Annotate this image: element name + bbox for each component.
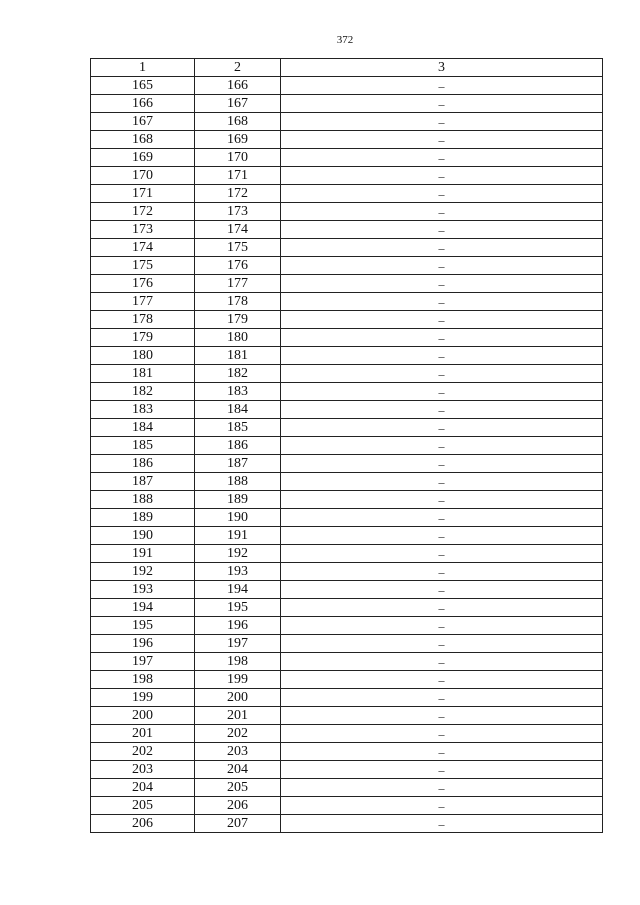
- table-cell-col-1: 186: [91, 455, 195, 473]
- table-row: [91, 347, 603, 365]
- table-cell-col-1: 170: [91, 167, 195, 185]
- table-cell-col-2: 184: [195, 401, 281, 419]
- table-cell-col-3: –: [281, 167, 603, 185]
- table-cell-col-2: 186: [195, 437, 281, 455]
- table-cell-col-1: 197: [91, 653, 195, 671]
- table-cell-col-1: 201: [91, 725, 195, 743]
- table-cell-col-2: 173: [195, 203, 281, 221]
- table-cell-col-1: 182: [91, 383, 195, 401]
- table-cell-col-1: 176: [91, 275, 195, 293]
- table-row: [91, 275, 603, 293]
- table-row: [91, 203, 603, 221]
- table-cell-col-3: –: [281, 653, 603, 671]
- table-row: [91, 509, 603, 527]
- table-cell-col-1: 177: [91, 293, 195, 311]
- table-cell-col-3: –: [281, 509, 603, 527]
- table-cell-col-3: –: [281, 365, 603, 383]
- table-cell-col-1: 200: [91, 707, 195, 725]
- table-cell-col-2: 169: [195, 131, 281, 149]
- table-cell-col-1: 171: [91, 185, 195, 203]
- table-cell-col-1: 202: [91, 743, 195, 761]
- table-cell-col-2: 182: [195, 365, 281, 383]
- table-cell-col-1: 178: [91, 311, 195, 329]
- table-cell-col-2: 194: [195, 581, 281, 599]
- table-cell-col-2: 185: [195, 419, 281, 437]
- page-number: 372: [336, 34, 354, 46]
- table-row: [91, 239, 603, 257]
- table-cell-col-2: 171: [195, 167, 281, 185]
- table-cell-col-3: –: [281, 671, 603, 689]
- table-row: [91, 221, 603, 239]
- table-row: [91, 815, 603, 833]
- table-cell-col-3: –: [281, 419, 603, 437]
- column-header-3: 3: [281, 59, 603, 77]
- table-row: [91, 689, 603, 707]
- table-row: [91, 95, 603, 113]
- table-cell-col-3: –: [281, 293, 603, 311]
- table-cell-col-3: –: [281, 545, 603, 563]
- table-cell-col-3: –: [281, 635, 603, 653]
- table-row: [91, 563, 603, 581]
- table-cell-col-2: 195: [195, 599, 281, 617]
- table-row: [91, 167, 603, 185]
- table-cell-col-2: 192: [195, 545, 281, 563]
- table-row: [91, 743, 603, 761]
- table-row: [91, 131, 603, 149]
- table-cell-col-2: 204: [195, 761, 281, 779]
- table-cell-col-2: 205: [195, 779, 281, 797]
- table-cell-col-3: –: [281, 275, 603, 293]
- table-cell-col-3: –: [281, 617, 603, 635]
- table-cell-col-2: 207: [195, 815, 281, 833]
- table-cell-col-2: 166: [195, 77, 281, 95]
- table-cell-col-3: –: [281, 563, 603, 581]
- table-cell-col-3: –: [281, 383, 603, 401]
- table-row: [91, 761, 603, 779]
- table-row: [91, 635, 603, 653]
- table-cell-col-1: 189: [91, 509, 195, 527]
- table-cell-col-1: 179: [91, 329, 195, 347]
- table-cell-col-2: 198: [195, 653, 281, 671]
- table-cell-col-1: 203: [91, 761, 195, 779]
- table-row: [91, 149, 603, 167]
- table-cell-col-1: 205: [91, 797, 195, 815]
- table-cell-col-3: –: [281, 581, 603, 599]
- data-table: [90, 58, 603, 833]
- table-cell-col-1: 173: [91, 221, 195, 239]
- table-cell-col-1: 195: [91, 617, 195, 635]
- table-cell-col-2: 167: [195, 95, 281, 113]
- table-cell-col-1: 194: [91, 599, 195, 617]
- table-cell-col-3: –: [281, 149, 603, 167]
- table-cell-col-2: 197: [195, 635, 281, 653]
- table-cell-col-1: 206: [91, 815, 195, 833]
- table-cell-col-2: 191: [195, 527, 281, 545]
- table-cell-col-3: –: [281, 437, 603, 455]
- table-cell-col-3: –: [281, 797, 603, 815]
- table-cell-col-1: 193: [91, 581, 195, 599]
- table-cell-col-1: 191: [91, 545, 195, 563]
- table-row: [91, 653, 603, 671]
- table-row: [91, 185, 603, 203]
- table-row: [91, 671, 603, 689]
- table-row: [91, 491, 603, 509]
- table-cell-col-2: 202: [195, 725, 281, 743]
- table-row: [91, 581, 603, 599]
- table-cell-col-3: –: [281, 113, 603, 131]
- table-cell-col-2: 190: [195, 509, 281, 527]
- table-cell-col-2: 170: [195, 149, 281, 167]
- table-row: [91, 77, 603, 95]
- table-row: [91, 293, 603, 311]
- table-cell-col-1: 190: [91, 527, 195, 545]
- table-row: [91, 437, 603, 455]
- table-cell-col-3: –: [281, 689, 603, 707]
- table-cell-col-3: –: [281, 401, 603, 419]
- table-cell-col-3: –: [281, 77, 603, 95]
- table-cell-col-2: 196: [195, 617, 281, 635]
- table-cell-col-1: 175: [91, 257, 195, 275]
- table-cell-col-3: –: [281, 311, 603, 329]
- table-cell-col-2: 168: [195, 113, 281, 131]
- column-header-2: 2: [195, 59, 281, 77]
- table-cell-col-1: 167: [91, 113, 195, 131]
- table-cell-col-2: 174: [195, 221, 281, 239]
- table-row: [91, 779, 603, 797]
- table-row: [91, 545, 603, 563]
- table-row: [91, 599, 603, 617]
- table-cell-col-3: –: [281, 239, 603, 257]
- table-cell-col-1: 183: [91, 401, 195, 419]
- table-cell-col-3: –: [281, 347, 603, 365]
- table-row: [91, 419, 603, 437]
- table-cell-col-3: –: [281, 707, 603, 725]
- table-row: [91, 725, 603, 743]
- table-cell-col-2: 206: [195, 797, 281, 815]
- table-cell-col-3: –: [281, 221, 603, 239]
- table-row: [91, 473, 603, 491]
- table-cell-col-2: 176: [195, 257, 281, 275]
- table-cell-col-1: 204: [91, 779, 195, 797]
- table-row: [91, 257, 603, 275]
- table-cell-col-3: –: [281, 761, 603, 779]
- table-cell-col-1: 181: [91, 365, 195, 383]
- table-row: [91, 617, 603, 635]
- table-cell-col-1: 185: [91, 437, 195, 455]
- table-cell-col-3: –: [281, 185, 603, 203]
- table-cell-col-1: 196: [91, 635, 195, 653]
- table-cell-col-1: 188: [91, 491, 195, 509]
- table-cell-col-3: –: [281, 779, 603, 797]
- table-body: [91, 77, 603, 833]
- table-cell-col-1: 172: [91, 203, 195, 221]
- table-cell-col-3: –: [281, 743, 603, 761]
- table-cell-col-1: 192: [91, 563, 195, 581]
- table-row: [91, 707, 603, 725]
- table-cell-col-2: 179: [195, 311, 281, 329]
- table-cell-col-1: 198: [91, 671, 195, 689]
- table-row: [91, 455, 603, 473]
- table-cell-col-2: 189: [195, 491, 281, 509]
- table-cell-col-2: 177: [195, 275, 281, 293]
- table-cell-col-3: –: [281, 95, 603, 113]
- table-cell-col-2: 199: [195, 671, 281, 689]
- table-cell-col-3: –: [281, 491, 603, 509]
- table-cell-col-1: 184: [91, 419, 195, 437]
- table-cell-col-2: 187: [195, 455, 281, 473]
- table-cell-col-2: 180: [195, 329, 281, 347]
- table-cell-col-1: 180: [91, 347, 195, 365]
- table-cell-col-3: –: [281, 527, 603, 545]
- table-cell-col-1: 169: [91, 149, 195, 167]
- table-cell-col-2: 200: [195, 689, 281, 707]
- table-cell-col-1: 187: [91, 473, 195, 491]
- table-cell-col-3: –: [281, 815, 603, 833]
- table-cell-col-2: 181: [195, 347, 281, 365]
- table-cell-col-2: 201: [195, 707, 281, 725]
- table-cell-col-3: –: [281, 203, 603, 221]
- table-cell-col-2: 178: [195, 293, 281, 311]
- table-cell-col-3: –: [281, 329, 603, 347]
- table-cell-col-1: 165: [91, 77, 195, 95]
- table-row: [91, 383, 603, 401]
- table-cell-col-2: 188: [195, 473, 281, 491]
- table-cell-col-3: –: [281, 131, 603, 149]
- table-row: [91, 365, 603, 383]
- table-cell-col-2: 172: [195, 185, 281, 203]
- table-cell-col-3: –: [281, 725, 603, 743]
- header-row: [91, 59, 603, 77]
- table-row: [91, 329, 603, 347]
- table-cell-col-3: –: [281, 455, 603, 473]
- table-cell-col-3: –: [281, 599, 603, 617]
- column-header-1: 1: [91, 59, 195, 77]
- table-row: [91, 527, 603, 545]
- table-cell-col-2: 193: [195, 563, 281, 581]
- table-cell-col-2: 175: [195, 239, 281, 257]
- table-cell-col-2: 183: [195, 383, 281, 401]
- table-header: [91, 59, 603, 77]
- table-row: [91, 401, 603, 419]
- table-row: [91, 797, 603, 815]
- table-cell-col-2: 203: [195, 743, 281, 761]
- table-cell-col-1: 166: [91, 95, 195, 113]
- table-cell-col-1: 174: [91, 239, 195, 257]
- table-row: [91, 113, 603, 131]
- table-row: [91, 311, 603, 329]
- table-cell-col-1: 168: [91, 131, 195, 149]
- table-cell-col-3: –: [281, 257, 603, 275]
- table-cell-col-3: –: [281, 473, 603, 491]
- table-cell-col-1: 199: [91, 689, 195, 707]
